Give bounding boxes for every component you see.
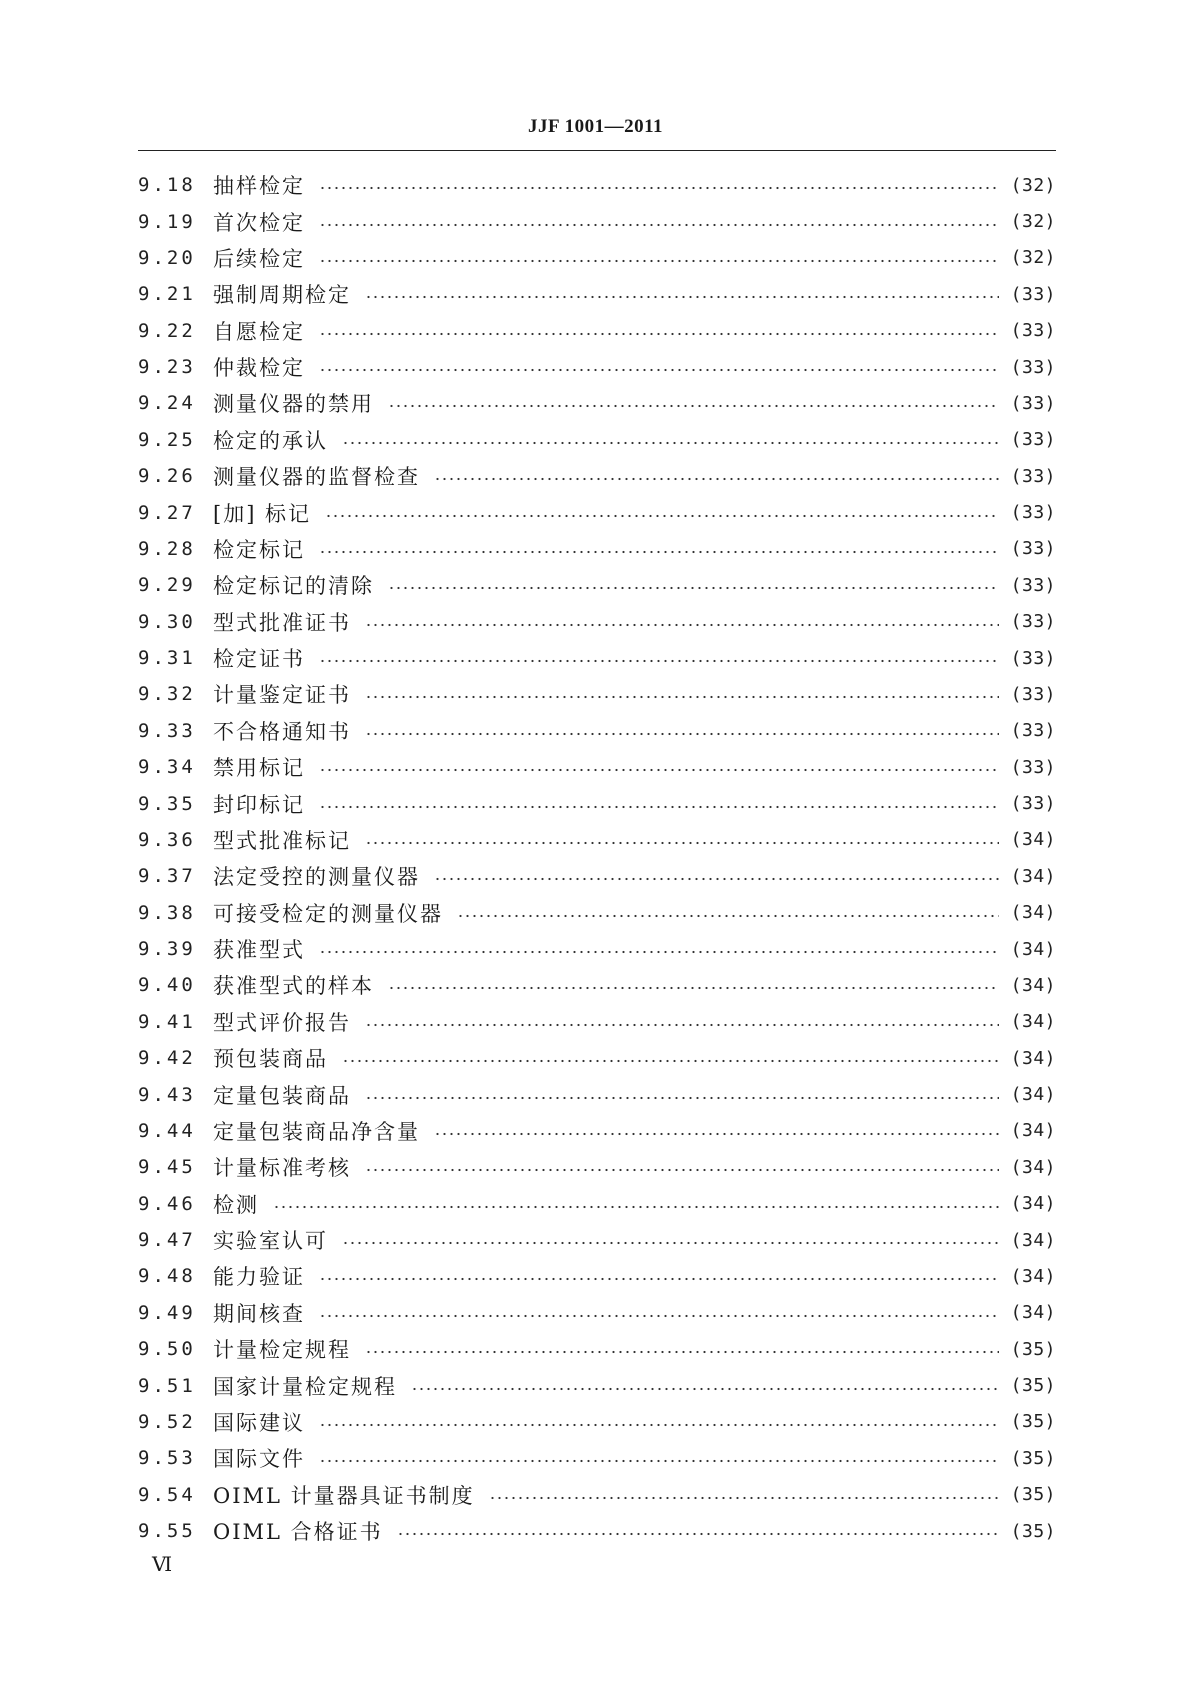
toc-entry-title: 型式评价报告 bbox=[213, 1010, 351, 1035]
toc-entry-page: (34) bbox=[1010, 974, 1056, 996]
toc-entry[interactable] bbox=[138, 349, 1056, 385]
toc-entry[interactable] bbox=[138, 1149, 1056, 1185]
toc-entry-title: 可接受检定的测量仪器 bbox=[213, 901, 443, 926]
toc-entry[interactable] bbox=[138, 1295, 1056, 1331]
toc-entry[interactable] bbox=[138, 676, 1056, 712]
toc-entry-page: (35) bbox=[1010, 1520, 1056, 1542]
toc-entry-page: (33) bbox=[1010, 320, 1056, 342]
dot-leader bbox=[365, 295, 999, 299]
dot-leader bbox=[388, 586, 999, 590]
toc-entry[interactable] bbox=[138, 313, 1056, 349]
dot-leader bbox=[388, 986, 999, 990]
dot-leader bbox=[319, 1423, 999, 1427]
toc-entry-page: (33) bbox=[1010, 611, 1056, 633]
toc-entry[interactable] bbox=[138, 967, 1056, 1003]
toc-entry-number: 9.40 bbox=[138, 974, 196, 997]
toc-entry[interactable] bbox=[138, 931, 1056, 967]
toc-entry[interactable] bbox=[138, 276, 1056, 312]
dot-leader bbox=[319, 1314, 999, 1318]
toc-entry-page: (34) bbox=[1010, 865, 1056, 887]
toc-entry-title: 计量鉴定证书 bbox=[213, 683, 351, 708]
toc-entry-number: 9.30 bbox=[138, 610, 196, 633]
toc-entry-page: (34) bbox=[1010, 1302, 1056, 1324]
toc-entry-title: OIML 合格证书 bbox=[213, 1520, 383, 1545]
toc-entry-page: (35) bbox=[1010, 1484, 1056, 1506]
dot-leader bbox=[365, 732, 999, 736]
dot-leader bbox=[319, 1277, 999, 1281]
dot-leader bbox=[365, 1350, 999, 1354]
toc-entry-number: 9.24 bbox=[138, 392, 196, 415]
toc-entry-title: 测量仪器的禁用 bbox=[213, 392, 374, 417]
dot-leader bbox=[342, 1241, 999, 1245]
toc-entry-title: 不合格通知书 bbox=[213, 719, 351, 744]
toc-entry-number: 9.51 bbox=[138, 1374, 196, 1397]
toc-entry[interactable] bbox=[138, 604, 1056, 640]
toc-entry-page: (33) bbox=[1010, 465, 1056, 487]
toc-entry-title: 封印标记 bbox=[213, 792, 305, 817]
dot-leader bbox=[365, 1168, 999, 1172]
toc-entry-title: 定量包装商品净含量 bbox=[213, 1119, 420, 1144]
toc-entry-page: (33) bbox=[1010, 647, 1056, 669]
dot-leader bbox=[319, 223, 999, 227]
toc-entry-title: 测量仪器的监督检查 bbox=[213, 465, 420, 490]
toc-entry-page: (33) bbox=[1010, 756, 1056, 778]
toc-entry[interactable] bbox=[138, 1331, 1056, 1367]
toc-entry-number: 9.41 bbox=[138, 1010, 196, 1033]
toc-entry-page: (35) bbox=[1010, 1447, 1056, 1469]
toc-entry[interactable] bbox=[138, 785, 1056, 821]
toc-entry-number: 9.53 bbox=[138, 1447, 196, 1470]
toc-entry-number: 9.23 bbox=[138, 356, 196, 379]
toc-entry-title: 国际文件 bbox=[213, 1447, 305, 1472]
toc-entry-title: 能力验证 bbox=[213, 1265, 305, 1290]
toc-entry[interactable] bbox=[138, 1258, 1056, 1294]
dot-leader bbox=[365, 695, 999, 699]
dot-leader bbox=[434, 877, 999, 881]
toc-entry[interactable] bbox=[138, 1186, 1056, 1222]
toc-entry-title: [加] 标记 bbox=[213, 501, 312, 526]
toc-entry-number: 9.31 bbox=[138, 647, 196, 670]
dot-leader bbox=[457, 914, 999, 918]
toc-entry-page: (33) bbox=[1010, 720, 1056, 742]
toc-entry-number: 9.39 bbox=[138, 938, 196, 961]
toc-entry-page: (34) bbox=[1010, 1156, 1056, 1178]
toc-entry[interactable] bbox=[138, 422, 1056, 458]
toc-entry-title: 抽样检定 bbox=[213, 174, 305, 199]
toc-entry-page: (33) bbox=[1010, 574, 1056, 596]
toc-entry-title: 获准型式的样本 bbox=[213, 974, 374, 999]
toc-entry-title: 禁用标记 bbox=[213, 756, 305, 781]
toc-entry-title: 法定受控的测量仪器 bbox=[213, 865, 420, 890]
dot-leader bbox=[342, 1059, 999, 1063]
toc-entry[interactable] bbox=[138, 1113, 1056, 1149]
dot-leader bbox=[319, 950, 999, 954]
toc-entry-number: 9.26 bbox=[138, 465, 196, 488]
toc-entry-title: 仲裁检定 bbox=[213, 356, 305, 381]
dot-leader bbox=[319, 768, 999, 772]
toc-entry-title: 检定标记的清除 bbox=[213, 574, 374, 599]
toc-entry-page: (34) bbox=[1010, 1047, 1056, 1069]
toc-entry-title: 型式批准标记 bbox=[213, 828, 351, 853]
toc-entry-number: 9.54 bbox=[138, 1483, 196, 1506]
toc-entry-title: 检测 bbox=[213, 1192, 259, 1217]
dot-leader bbox=[319, 332, 999, 336]
toc-entry-page: (35) bbox=[1010, 1411, 1056, 1433]
toc-entry-page: (34) bbox=[1010, 1265, 1056, 1287]
dot-leader bbox=[434, 1132, 999, 1136]
toc-entry-title: 检定的承认 bbox=[213, 428, 328, 453]
toc-entry-title: 检定标记 bbox=[213, 537, 305, 562]
toc-entry[interactable] bbox=[138, 1440, 1056, 1476]
dot-leader bbox=[434, 477, 999, 481]
toc-entry-number: 9.32 bbox=[138, 683, 196, 706]
toc-entry[interactable] bbox=[138, 858, 1056, 894]
toc-entry-page: (33) bbox=[1010, 283, 1056, 305]
dot-leader bbox=[397, 1532, 999, 1536]
toc-entry-page: (33) bbox=[1010, 392, 1056, 414]
toc-entry-title: 定量包装商品 bbox=[213, 1083, 351, 1108]
toc-entry-title: 期间核查 bbox=[213, 1301, 305, 1326]
dot-leader bbox=[319, 186, 999, 190]
toc-entry-title: 计量标准考核 bbox=[213, 1156, 351, 1181]
toc-entry-page: (33) bbox=[1010, 502, 1056, 524]
toc-entry-page: (33) bbox=[1010, 683, 1056, 705]
toc-entry-title: 首次检定 bbox=[213, 210, 305, 235]
toc-entry[interactable] bbox=[138, 1404, 1056, 1440]
toc-entry-number: 9.19 bbox=[138, 210, 196, 233]
toc-entry-title: 计量检定规程 bbox=[213, 1338, 351, 1363]
toc-entry-number: 9.27 bbox=[138, 501, 196, 524]
dot-leader bbox=[319, 259, 999, 263]
toc-entry[interactable] bbox=[138, 1004, 1056, 1040]
toc-entry-title: 获准型式 bbox=[213, 938, 305, 963]
toc-entry-number: 9.37 bbox=[138, 865, 196, 888]
toc-entry-title: 自愿检定 bbox=[213, 319, 305, 344]
toc-entry-title: 后续检定 bbox=[213, 246, 305, 271]
toc-entry-number: 9.35 bbox=[138, 792, 196, 815]
dot-leader bbox=[365, 623, 999, 627]
dot-leader bbox=[319, 805, 999, 809]
toc-entry-page: (32) bbox=[1010, 211, 1056, 233]
toc-entry[interactable] bbox=[138, 385, 1056, 421]
header-rule bbox=[138, 150, 1056, 151]
dot-leader bbox=[319, 368, 999, 372]
toc-entry-number: 9.43 bbox=[138, 1083, 196, 1106]
toc-entry-title: 国家计量检定规程 bbox=[213, 1374, 397, 1399]
dot-leader bbox=[273, 1205, 999, 1209]
dot-leader bbox=[365, 1023, 999, 1027]
toc-entry[interactable] bbox=[138, 494, 1056, 530]
toc-entry-page: (33) bbox=[1010, 538, 1056, 560]
toc-entry-page: (34) bbox=[1010, 1120, 1056, 1142]
dot-leader bbox=[319, 550, 999, 554]
dot-leader bbox=[325, 514, 999, 518]
dot-leader bbox=[319, 1459, 999, 1463]
toc-entry-page: (34) bbox=[1010, 1011, 1056, 1033]
toc-entry-title: 型式批准证书 bbox=[213, 610, 351, 635]
toc-entry-number: 9.55 bbox=[138, 1520, 196, 1543]
toc-entry-number: 9.29 bbox=[138, 574, 196, 597]
toc-entry-page: (32) bbox=[1010, 247, 1056, 269]
toc-entry-page: (34) bbox=[1010, 1193, 1056, 1215]
toc-entry-number: 9.18 bbox=[138, 174, 196, 197]
page-folio: Ⅵ bbox=[152, 1554, 174, 1576]
dot-leader bbox=[489, 1496, 999, 1500]
toc-entry[interactable] bbox=[138, 458, 1056, 494]
toc-entry-number: 9.44 bbox=[138, 1119, 196, 1142]
dot-leader bbox=[365, 1096, 999, 1100]
toc-entry-page: (34) bbox=[1010, 938, 1056, 960]
toc-entry-page: (34) bbox=[1010, 1229, 1056, 1251]
toc-entry-number: 9.45 bbox=[138, 1156, 196, 1179]
toc-entry-number: 9.25 bbox=[138, 428, 196, 451]
toc-entry-number: 9.21 bbox=[138, 283, 196, 306]
toc-entry-number: 9.38 bbox=[138, 901, 196, 924]
toc-entry-number: 9.49 bbox=[138, 1301, 196, 1324]
toc-entry-number: 9.50 bbox=[138, 1338, 196, 1361]
toc-entry[interactable] bbox=[138, 749, 1056, 785]
toc-entry[interactable] bbox=[138, 822, 1056, 858]
toc-entry-title: 实验室认可 bbox=[213, 1229, 328, 1254]
dot-leader bbox=[411, 1387, 999, 1391]
toc-entry-title: 检定证书 bbox=[213, 647, 305, 672]
toc-entry[interactable] bbox=[138, 1222, 1056, 1258]
toc-entry[interactable] bbox=[138, 567, 1056, 603]
toc-entry-page: (34) bbox=[1010, 1084, 1056, 1106]
dot-leader bbox=[342, 441, 999, 445]
toc-entry-title: OIML 计量器具证书制度 bbox=[213, 1483, 475, 1508]
toc-entry[interactable] bbox=[138, 1513, 1056, 1549]
toc-entry-number: 9.20 bbox=[138, 246, 196, 269]
toc-entry-title: 强制周期检定 bbox=[213, 283, 351, 308]
toc-entry-number: 9.33 bbox=[138, 719, 196, 742]
dot-leader bbox=[319, 659, 999, 663]
toc-entry-number: 9.48 bbox=[138, 1265, 196, 1288]
toc-entry[interactable] bbox=[138, 1076, 1056, 1112]
toc-entry[interactable] bbox=[138, 1477, 1056, 1513]
toc-entry[interactable] bbox=[138, 895, 1056, 931]
toc-entry-title: 国际建议 bbox=[213, 1410, 305, 1435]
toc-entry-number: 9.47 bbox=[138, 1229, 196, 1252]
toc-entry-number: 9.22 bbox=[138, 319, 196, 342]
toc-entry-page: (34) bbox=[1010, 902, 1056, 924]
table-of-contents bbox=[138, 167, 1056, 1549]
toc-entry-number: 9.36 bbox=[138, 828, 196, 851]
toc-entry[interactable] bbox=[138, 531, 1056, 567]
toc-entry-page: (33) bbox=[1010, 793, 1056, 815]
dot-leader bbox=[365, 841, 999, 845]
toc-entry-number: 9.34 bbox=[138, 756, 196, 779]
toc-entry-number: 9.42 bbox=[138, 1047, 196, 1070]
toc-entry[interactable] bbox=[138, 1040, 1056, 1076]
toc-entry[interactable] bbox=[138, 240, 1056, 276]
running-header: JJF 1001—2011 bbox=[527, 116, 664, 137]
dot-leader bbox=[388, 404, 999, 408]
toc-entry[interactable] bbox=[138, 1367, 1056, 1403]
toc-entry-page: (33) bbox=[1010, 429, 1056, 451]
toc-entry[interactable] bbox=[138, 640, 1056, 676]
toc-entry[interactable] bbox=[138, 203, 1056, 239]
toc-entry-page: (34) bbox=[1010, 829, 1056, 851]
toc-entry-title: 预包装商品 bbox=[213, 1047, 328, 1072]
toc-entry-page: (33) bbox=[1010, 356, 1056, 378]
toc-entry[interactable] bbox=[138, 167, 1056, 203]
toc-entry-number: 9.46 bbox=[138, 1192, 196, 1215]
toc-entry-page: (35) bbox=[1010, 1375, 1056, 1397]
toc-entry-number: 9.52 bbox=[138, 1410, 196, 1433]
toc-entry[interactable] bbox=[138, 713, 1056, 749]
toc-entry-page: (32) bbox=[1010, 174, 1056, 196]
toc-entry-number: 9.28 bbox=[138, 537, 196, 560]
toc-entry-page: (35) bbox=[1010, 1338, 1056, 1360]
